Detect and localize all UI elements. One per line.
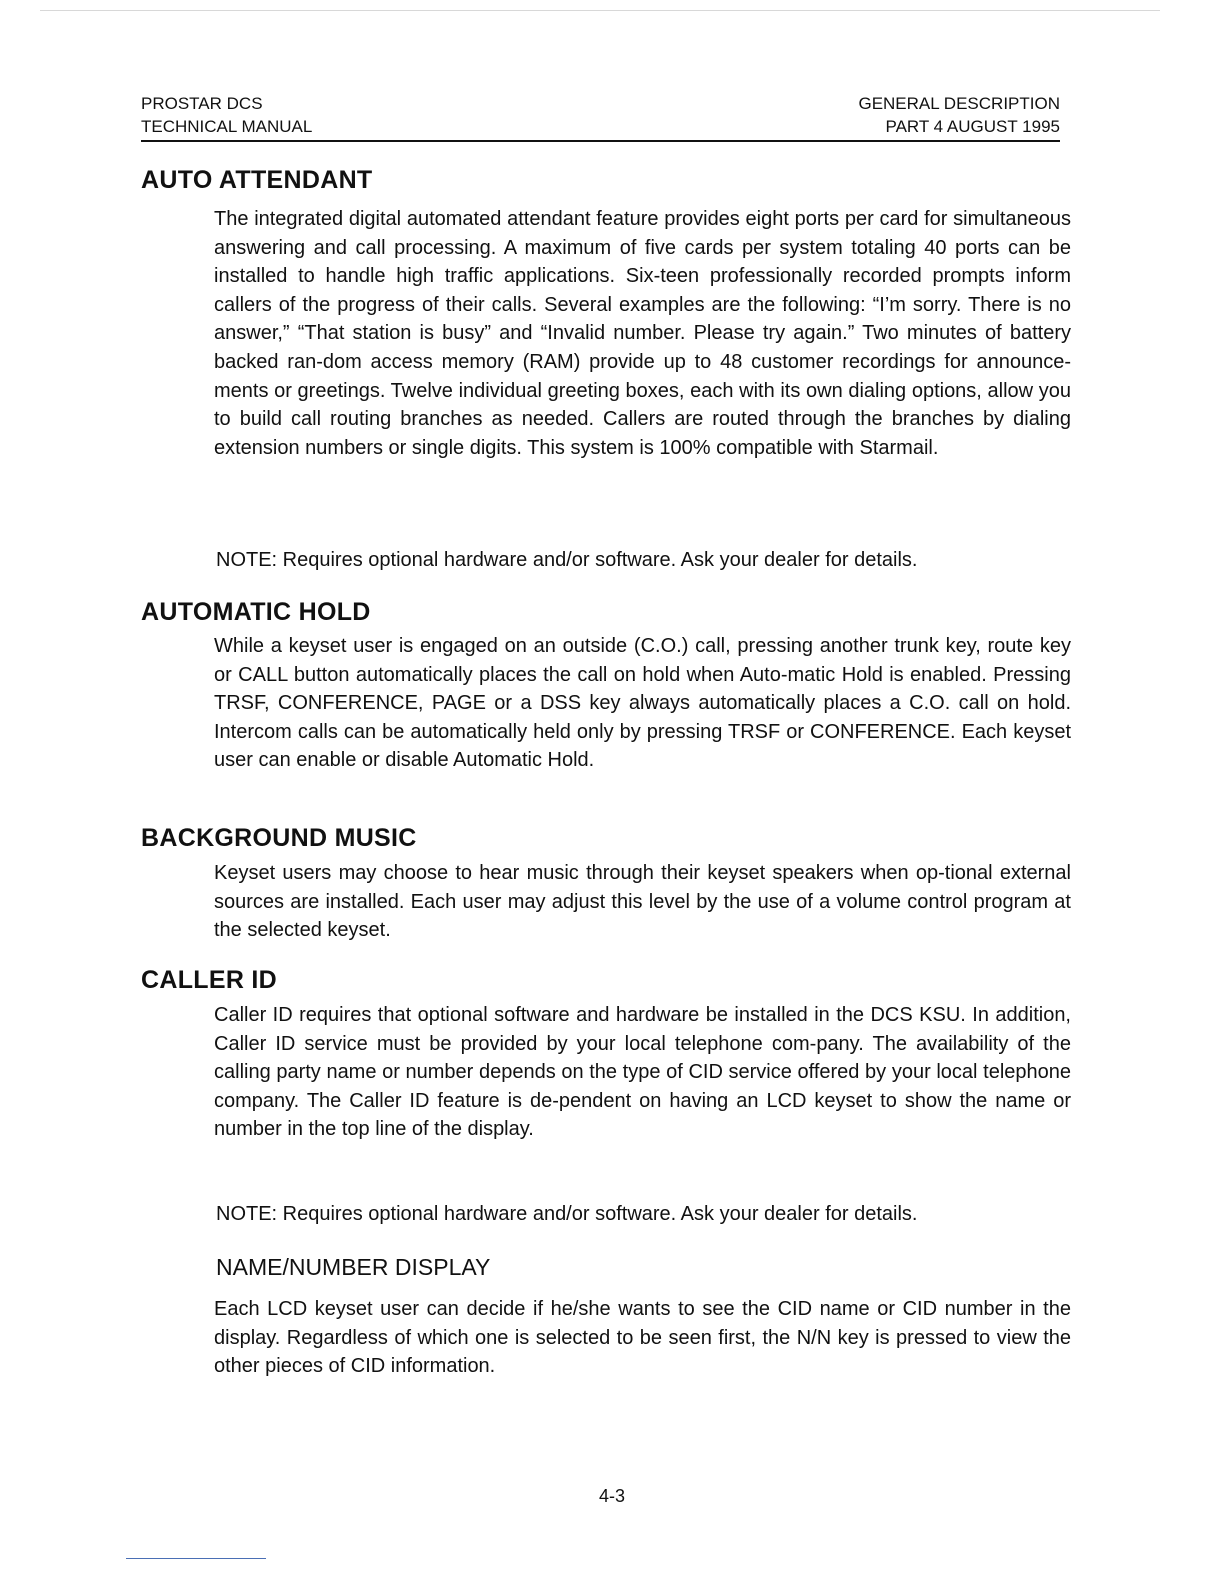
header-chapter: GENERAL DESCRIPTION [858, 94, 1060, 113]
heading-background-music: BACKGROUND MUSIC [141, 824, 417, 852]
heading-auto-attendant: AUTO ATTENDANT [141, 166, 373, 194]
page-number: 4-3 [598, 1486, 625, 1506]
header-divider [141, 140, 1060, 142]
footer-rule [126, 1558, 266, 1559]
note-caller-id: NOTE: Requires optional hardware and/or software. Ask your dealer for details. [216, 1203, 918, 1225]
heading-automatic-hold: AUTOMATIC HOLD [141, 598, 371, 626]
body-background-music: Keyset users may choose to hear music through their keyset speakers when op-tional external sources are installed. Each user may adjust this level by the use of a volume control program at the selected keyset. [214, 862, 1071, 942]
heading-caller-id: CALLER ID [141, 966, 278, 994]
header-product: PROSTAR DCS [141, 94, 263, 113]
header-right [858, 92, 1060, 138]
header-manual: TECHNICAL MANUAL [141, 117, 313, 136]
body-caller-id: Caller ID requires that optional software and hardware be installed in the DCS KSU. In addition, Caller ID service must be provided by your local telephone com-pany. The availability of the calling party name or number depends on the type of CID service offered by your local telephone company. The Caller ID feature is de-pendent on having an LCD keyset to show the name or number in the top line of the display. [214, 1004, 1071, 1141]
header-left [141, 92, 312, 138]
note-auto-attendant: NOTE: Requires optional hardware and/or software. Ask your dealer for details. [216, 549, 918, 571]
body-automatic-hold: While a keyset user is engaged on an outside (C.O.) call, pressing another trunk key, route key or CALL button automatically places the call on hold when Auto-matic Hold is enabled. Pressing TRSF, CONFERENCE, PAGE or a DSS key always automatically places a C.O. call on hold. Intercom calls can be automatically held only by pressing TRSF or CONFERENCE. Each keyset user can enable or disable Automatic Hold. [214, 635, 1071, 772]
body-name-number-display: Each LCD keyset user can decide if he/she wants to see the CID name or CID number in the display. Regardless of which one is selected to be seen first, the N/N key is pressed to view the other pieces of CID information. [214, 1298, 1071, 1378]
body-auto-attendant: The integrated digital automated attendant feature provides eight ports per card for simultaneous answering and call processing. A maximum of five cards per system totaling 40 ports can be installed to handle high traffic applications. Six-teen professionally recorded prompts inform callers of the progress of their calls. Several examples are the following: “I’m sorry. There is no answer,” “That station is busy” and “Invalid number. Please try again.” Two minutes of battery backed ran-dom access memory (RAM) provide up to 48 customer recordings for announce-ments or greetings. Twelve individual greeting boxes, each with its own dialing options, allow you to build call routing branches as needed. Callers are routed through the branches by dialing extension numbers or single digits. This system is 100% compatible with Starmail. [214, 208, 1071, 459]
scan-edge [40, 10, 1160, 11]
header-part-date: PART 4 AUGUST 1995 [885, 117, 1060, 136]
page-header [141, 92, 1060, 140]
heading-name-number-display: NAME/NUMBER DISPLAY [216, 1254, 491, 1280]
